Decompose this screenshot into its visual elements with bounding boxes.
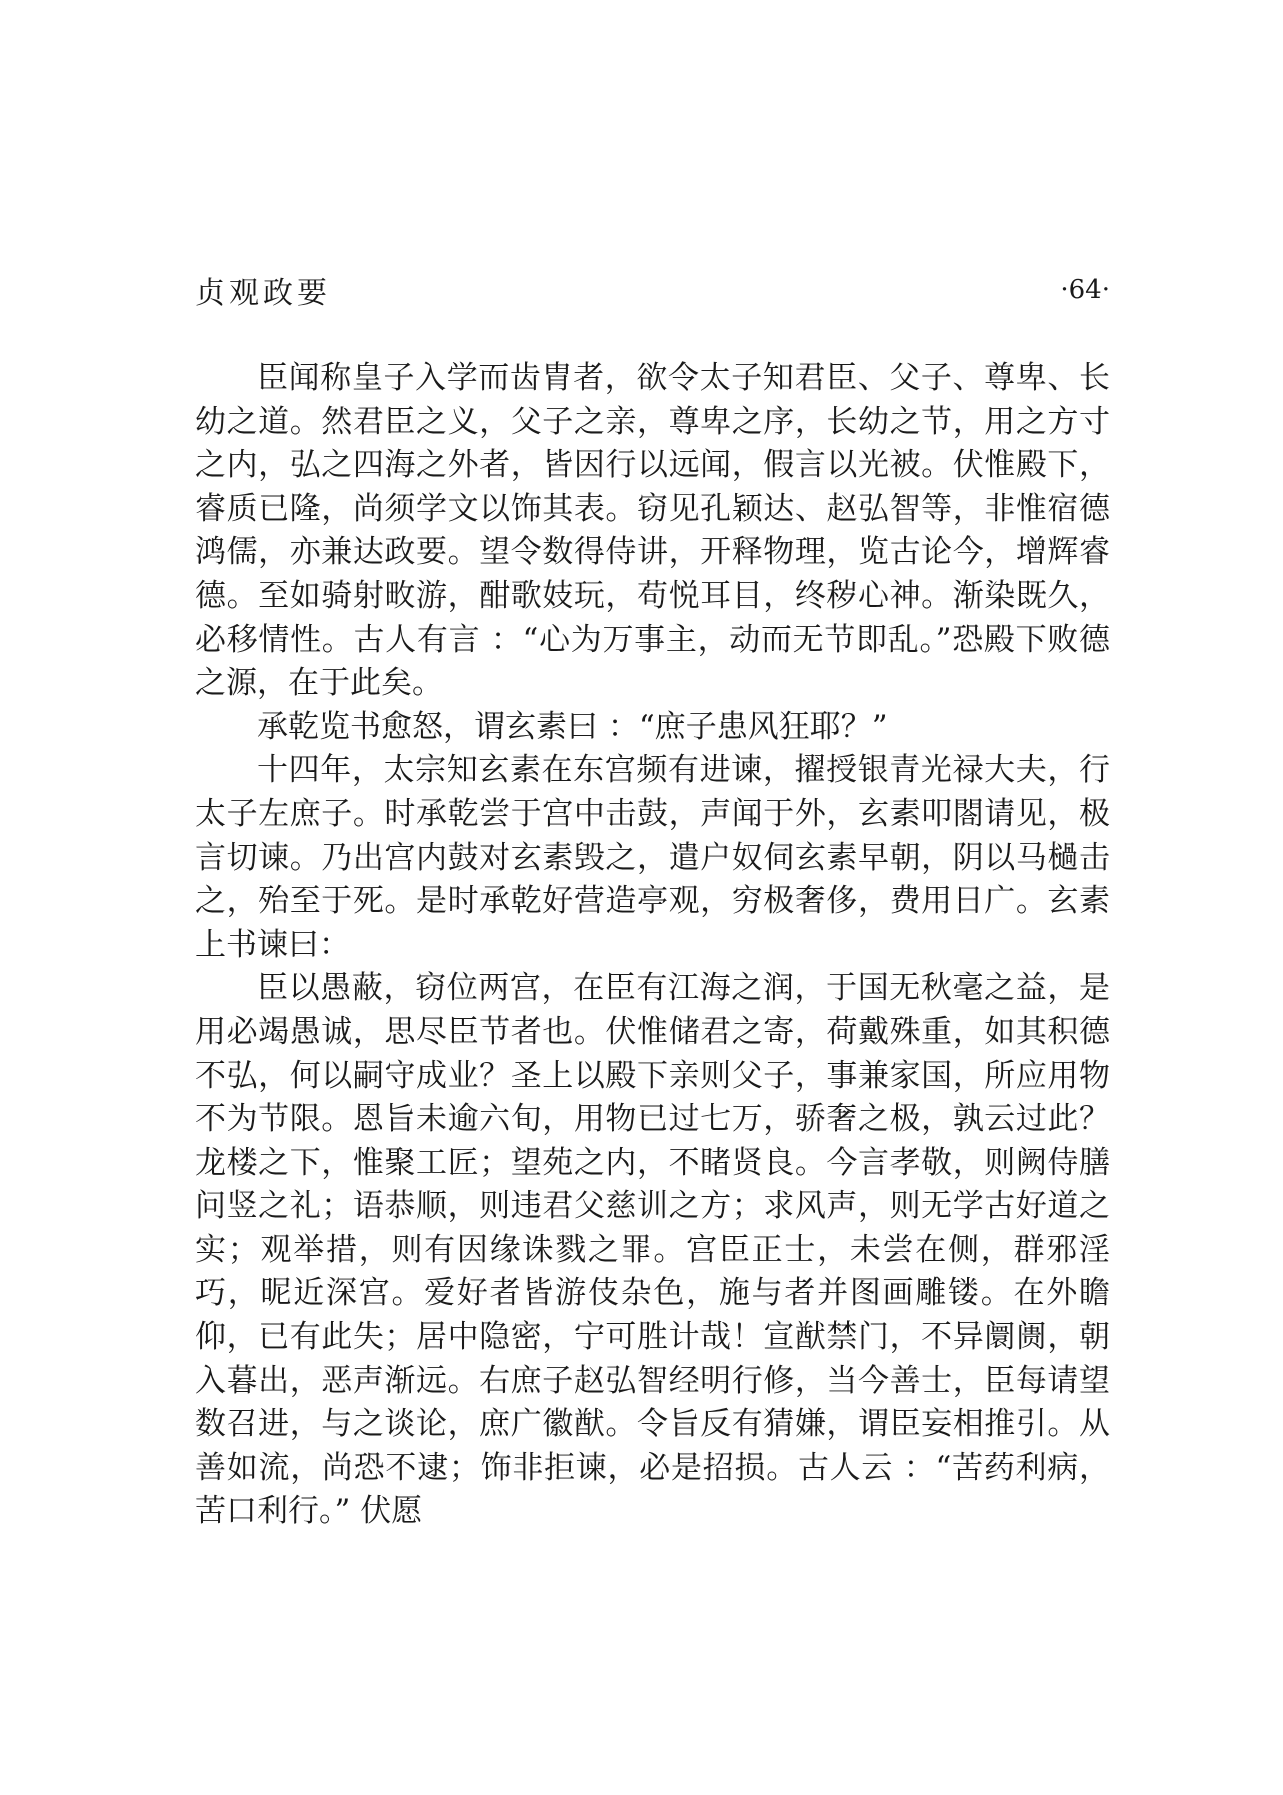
body-text: [195, 357, 1110, 1534]
running-title: 贞观政要: [195, 276, 331, 311]
paragraph-year-fourteen: 十四年，太宗知玄素在东宫频有进谏，擢授银青光禄大夫，行太子左庶子。时承乾尝于宫中击鼓，声闻于外，玄素叩閤请见，极言切谏。乃出宫内鼓对玄素毁之，遣户奴伺玄素早朝，阴以马檛击之，殆至于死。是时承乾好营造亭观，穷极奢侈，费用日广。玄素上书谏曰：: [195, 752, 1110, 963]
paragraph-memorial-1: 臣闻称皇子入学而齿胄者，欲令太子知君臣、父子、尊卑、长幼之道。然君臣之义，父子之亲，尊卑之序，长幼之节，用之方寸之内，弘之四海之外者，皆因行以远闻，假言以光被。伏惟殿下，睿质已隆，尚须学文以饰其表。窃见孔颖达、赵弘智等，非惟宿德鸿儒，亦兼达政要。望令数得侍讲，开释物理，览古论今，增辉睿德。至如骑射畋游，酣歌妓玩，苟悦耳目，终秽心神。渐染既久，必移情性。古人有言 ：“心为万事主，动而无节即乱。”恐殿下败德之源，在于此矣。: [195, 360, 1110, 702]
paragraph-chengqian-reply: 承乾览书愈怒，谓玄素曰 ：“庶子患风狂耶？”: [257, 708, 888, 745]
page-number: ·64·: [1060, 275, 1110, 305]
paragraph-memorial-2: 臣以愚蔽，窃位两宫，在臣有江海之润，于国无秋毫之益，是用必竭愚诚，思尽臣节者也。伏惟储君之寄，荷戴殊重，如其积德不弘，何以嗣守成业？圣上以殿下亲则父子，事兼家国，所应用物不为节限。恩旨未逾六旬，用物已过七万，骄奢之极，孰云过此？龙楼之下，惟聚工匠；望苑之内，不睹贤良。今言孝敬，则阙侍膳问竖之礼；语恭顺，则违君父慈训之方；求风声，则无学古好道之实；观举措，则有因缘诛戮之罪。宫臣正士，未尝在侧，群邪淫巧，昵近深宫。爱好者皆游伎杂色，施与者并图画雕镂。在外瞻仰，已有此失；居中隐密，宁可胜计哉！宣猷禁门，不异阛阓，朝入暮出，恶声渐远。右庶子赵弘智经明行修，当今善士，臣每请望数召进，与之谈论，庶广徽猷。令旨反有猜嫌，谓臣妄相推引。从善如流，尚恐不逮；饰非拒谏，必是招损。古人云 ：“苦药利病，苦口利行。” 伏愿: [195, 970, 1110, 1530]
page-header: [195, 268, 1110, 312]
